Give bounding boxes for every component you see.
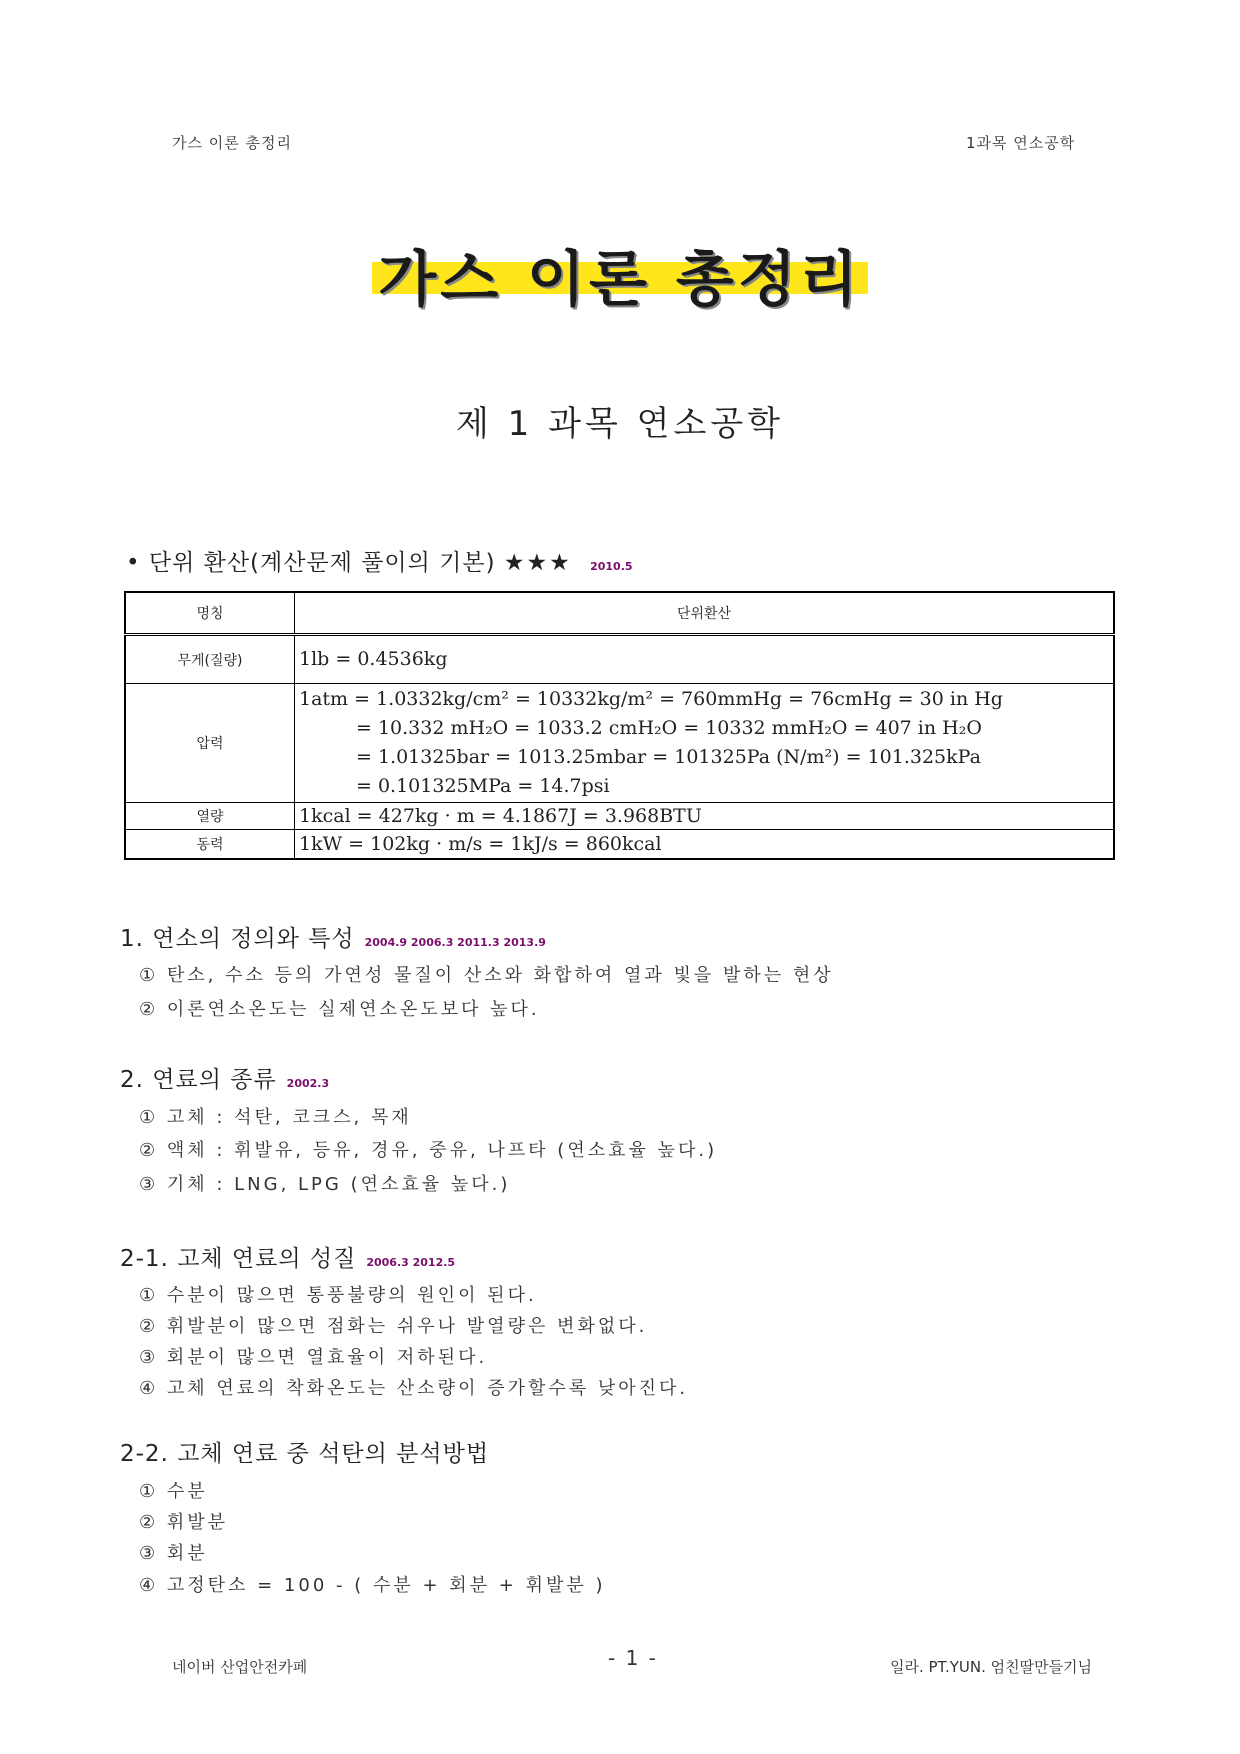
section-heading	[120, 1061, 329, 1094]
list-item: ② 이론연소온도는 실제연소온도보다 높다.	[139, 999, 540, 1020]
conversion-line: = 0.101325MPa = 14.7psi	[356, 775, 610, 797]
unit-heading-text: • 단위 환산(계산문제 풀이의 기본)	[126, 550, 496, 576]
table-header-row	[125, 592, 1114, 635]
section-heading	[120, 920, 546, 953]
conversion-line: = 1.01325bar = 1013.25mbar = 101325Pa (N/m²) = 101.325kPa	[356, 746, 981, 768]
list-item: ③ 기체 : LNG, LPG (연소효율 높다.)	[139, 1174, 511, 1195]
unit-table	[124, 591, 1115, 860]
table-row-power	[125, 830, 1114, 860]
section-title: 1. 연소의 정의와 특성	[120, 926, 355, 952]
table-row-pressure	[125, 684, 1114, 803]
row-name: 압력	[125, 684, 295, 803]
section-heading	[120, 1240, 455, 1273]
conversion-line: 1kW = 102kg · m/s = 1kJ/s = 860kcal	[299, 833, 662, 855]
list-item: ④ 고정탄소 = 100 - ( 수분 + 회분 + 휘발분 )	[139, 1575, 606, 1596]
row-name: 무게(질량)	[125, 635, 295, 684]
exam-tag: 2006.3 2012.5	[366, 1256, 456, 1269]
conversion-line: = 10.332 mH₂O = 1033.2 cmH₂O = 10332 mmH₂O = 407 in H₂O	[356, 717, 982, 739]
section-title: 2-2. 고체 연료 중 석탄의 분석방법	[120, 1441, 490, 1467]
row-name: 동력	[125, 830, 295, 860]
exam-tag: 2010.5	[590, 560, 633, 573]
list-item: ① 수분이 많으면 통풍불량의 원인이 된다.	[139, 1285, 537, 1306]
list-item: ② 액체 : 휘발유, 등유, 경유, 중유, 나프타 (연소효율 높다.)	[139, 1140, 718, 1161]
list-item: ① 탄소, 수소 등의 가연성 물질이 산소와 화합하여 열과 빛을 발하는 현상	[139, 965, 834, 986]
list-item: ③ 회분이 많으면 열효율이 저하된다.	[139, 1347, 488, 1368]
exam-tag: 2004.9 2006.3 2011.3 2013.9	[364, 936, 546, 949]
list-item: ① 수분	[139, 1481, 208, 1502]
list-item: ④ 고체 연료의 착화온도는 산소량이 증가할수록 낮아진다.	[139, 1378, 689, 1399]
page-number: - 1 -	[608, 1646, 658, 1670]
unit-section-heading	[126, 544, 633, 577]
section-heading	[120, 1435, 489, 1468]
title-block	[0, 232, 1240, 318]
star-rating-icon: ★★★	[503, 550, 572, 576]
col-header-conversion: 단위환산	[295, 592, 1115, 635]
footer-left: 네이버 산업안전카페	[172, 1658, 308, 1676]
header-right: 1과목 연소공학	[966, 134, 1076, 152]
row-name: 열량	[125, 803, 295, 830]
table-row-mass	[125, 635, 1114, 684]
table-row-heat	[125, 803, 1114, 830]
col-header-name: 명칭	[125, 592, 295, 635]
header-left: 가스 이론 총정리	[172, 134, 292, 152]
conversion-line: 1atm = 1.0332kg/cm² = 10332kg/m² = 760mmHg = 76cmHg = 30 in Hg	[299, 688, 1003, 710]
subject-title: 제 1 과목 연소공학	[456, 404, 784, 444]
section-title: 2. 연료의 종류	[120, 1067, 277, 1093]
conversion-line: 1lb = 0.4536kg	[299, 648, 448, 670]
section-title: 2-1. 고체 연료의 성질	[120, 1246, 357, 1272]
conversion-line: 1kcal = 427kg · m = 4.1867J = 3.968BTU	[299, 805, 702, 827]
page-title: 가스 이론 총정리	[372, 232, 868, 318]
list-item: ③ 회분	[139, 1543, 208, 1564]
list-item: ② 휘발분	[139, 1512, 229, 1533]
list-item: ① 고체 : 석탄, 코크스, 목재	[139, 1107, 412, 1128]
footer-right: 일라. PT.YUN. 엄친딸만들기님	[890, 1658, 1093, 1676]
exam-tag: 2002.3	[286, 1077, 330, 1090]
list-item: ② 휘발분이 많으면 점화는 쉬우나 발열량은 변화없다.	[139, 1316, 648, 1337]
